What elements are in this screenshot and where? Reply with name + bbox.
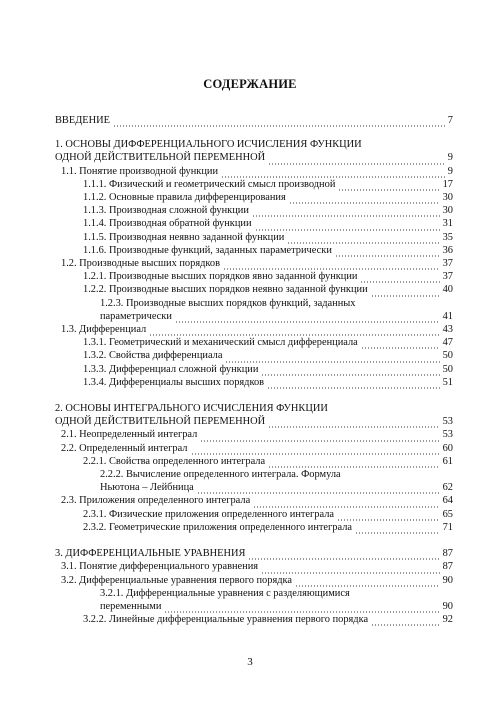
toc-entry-text: 1.3.1. Геометрический и механический смысл дифференциала [83, 337, 358, 349]
toc-page-number: 43 [442, 324, 453, 336]
toc-chapter-2-heading[interactable]: 2. ОСНОВЫ ИНТЕГРАЛЬНОГО ИСЧИСЛЕНИЯ ФУНКЦИИ [55, 403, 328, 415]
toc-entry[interactable] [55, 521, 453, 534]
toc-page-number: 30 [442, 192, 453, 204]
dot-leader [113, 117, 445, 127]
toc-page-number: 62 [442, 482, 453, 494]
table-of-contents [55, 114, 453, 626]
toc-page-number: 37 [442, 271, 453, 283]
toc-page-number: 87 [442, 548, 453, 560]
toc-entry[interactable] [55, 244, 453, 257]
dot-leader [268, 418, 440, 428]
dot-leader [252, 207, 440, 217]
toc-entry[interactable] [55, 323, 453, 336]
toc-page-number: 71 [442, 521, 453, 533]
toc-entry-text[interactable]: 3.2.1. Дифференциальные уравнения с разделяющимися [100, 587, 350, 599]
toc-entry[interactable] [55, 257, 453, 270]
dot-leader [223, 260, 440, 270]
toc-entry[interactable] [55, 165, 453, 178]
toc-entry[interactable] [55, 231, 453, 244]
toc-entry-text[interactable]: 1.2.3. Производные высших порядков функций, заданных [100, 297, 356, 309]
toc-entry-text: 2.1. Неопределенный интеграл [61, 429, 198, 441]
dot-leader [371, 287, 440, 297]
toc-page-number: 61 [442, 455, 453, 467]
toc-entry[interactable] [55, 363, 453, 376]
toc-entry-text: 1.1.6. Производные функций, заданных параметрически [83, 244, 332, 256]
dot-leader [295, 577, 440, 587]
toc-entry[interactable] [55, 270, 453, 283]
dot-leader [360, 273, 439, 283]
toc-entry[interactable] [55, 376, 453, 389]
toc-entry-text: 3.2.2. Линейные дифференциальные уравнения первого порядка [83, 614, 369, 626]
toc-page-number: 7 [447, 115, 453, 126]
toc-entry-text: переменными [100, 600, 162, 612]
toc-page-number: 50 [442, 350, 453, 362]
dot-leader [191, 445, 440, 455]
toc-entry[interactable] [55, 428, 453, 441]
toc-entry-text: 3. ДИФФЕРЕНЦИАЛЬНЫЕ УРАВНЕНИЯ [55, 548, 246, 560]
toc-entry[interactable] [55, 191, 453, 204]
toc-entry-text: параметрически [100, 310, 172, 322]
toc-entry[interactable] [55, 204, 453, 217]
toc-entry-text: 1.3.2. Свойства дифференциала [83, 350, 223, 362]
toc-entry-introduction[interactable] [55, 114, 453, 127]
toc-chapter-1[interactable] [55, 151, 453, 164]
toc-entry-text: Ньютона – Лейбница [100, 482, 194, 494]
toc-entry[interactable] [55, 178, 453, 191]
dot-leader [149, 326, 439, 336]
toc-entry[interactable] [55, 349, 453, 362]
dot-leader [261, 366, 439, 376]
toc-entry-text: ОДНОЙ ДЕЙСТВИТЕЛЬНОЙ ПЕРЕМЕННОЙ [55, 416, 266, 428]
toc-page-number: 41 [442, 310, 453, 322]
toc-page-number: 53 [442, 429, 453, 441]
toc-entry-text: 1.1.5. Производная неявно заданной функции [83, 231, 285, 243]
toc-entry-text: 1.2.1. Производные высших порядков явно заданной функции [83, 271, 358, 283]
dot-leader [248, 550, 439, 560]
toc-page-number: 40 [442, 284, 453, 296]
toc-entry[interactable] [55, 481, 453, 494]
toc-page-number: 35 [442, 231, 453, 243]
toc-entry-text: ВВЕДЕНИЕ [55, 115, 110, 126]
dot-leader [268, 155, 445, 165]
dot-leader [267, 379, 440, 389]
dot-leader [253, 498, 439, 508]
dot-leader [338, 181, 439, 191]
dot-leader [355, 524, 440, 534]
toc-entry-text: 1.1.1. Физический и геометрический смысл производной [83, 178, 336, 190]
toc-page-number: 92 [442, 614, 453, 626]
toc-page-number: 60 [442, 442, 453, 454]
toc-entry-text: 1.2.2. Производные высших порядков неявно заданной функции [83, 284, 368, 296]
dot-leader [361, 339, 440, 349]
dot-leader [371, 616, 440, 626]
toc-entry-text: 1.1. Понятие производной функции [61, 165, 219, 177]
toc-entry-text: 1.3.3. Дифференциал сложной функции [83, 363, 259, 375]
toc-entry-text: 3.1. Понятие дифференциального уравнения [61, 561, 259, 573]
toc-entry[interactable] [55, 613, 453, 626]
toc-page-number: 30 [442, 205, 453, 217]
dot-leader [164, 603, 439, 613]
toc-entry[interactable] [55, 217, 453, 230]
toc-entry-text[interactable]: 2.2.2. Вычисление определенного интеграла. Формула [100, 469, 341, 481]
toc-page-number: 17 [442, 178, 453, 190]
dot-leader [221, 168, 445, 178]
dot-leader [200, 432, 439, 442]
dot-leader [175, 313, 440, 323]
dot-leader [261, 564, 440, 574]
toc-entry[interactable] [55, 336, 453, 349]
toc-page-number: 87 [442, 561, 453, 573]
page-title: СОДЕРЖАНИЕ [203, 77, 297, 91]
toc-page-number: 53 [442, 416, 453, 428]
toc-page-number: 9 [447, 165, 453, 177]
toc-entry-text: 2.3.2. Геометрические приложения определенного интеграла [83, 521, 352, 533]
toc-page-number: 65 [442, 508, 453, 520]
toc-entry[interactable] [55, 600, 453, 613]
toc-page-number: 9 [447, 152, 453, 164]
toc-page-number: 50 [442, 363, 453, 375]
toc-chapter-3[interactable] [55, 547, 453, 560]
toc-page-number: 90 [442, 600, 453, 612]
toc-chapter-2[interactable] [55, 415, 453, 428]
dot-leader [268, 458, 440, 468]
toc-entry[interactable] [55, 560, 453, 573]
toc-page-number: 36 [442, 244, 453, 256]
dot-leader [197, 484, 440, 494]
dot-leader [287, 234, 439, 244]
toc-entry-text: 1.1.4. Производная обратной функции [83, 218, 252, 230]
toc-entry-text: 1.3.4. Дифференциалы высших порядков [83, 376, 265, 388]
toc-entry[interactable] [55, 442, 453, 455]
toc-entry-text: 3.2. Дифференциальные уравнения первого порядка [61, 574, 293, 586]
toc-entry-text: 2.3. Приложения определенного интеграла [61, 495, 251, 507]
dot-leader [225, 353, 439, 363]
toc-entry-text: ОДНОЙ ДЕЙСТВИТЕЛЬНОЙ ПЕРЕМЕННОЙ [55, 152, 266, 164]
page-number: 3 [247, 656, 253, 668]
toc-page-number: 47 [442, 337, 453, 349]
toc-entry[interactable] [55, 310, 453, 323]
toc-entry-text: 1.1.3. Производная сложной функции [83, 205, 249, 217]
toc-entry-text: 2.2.1. Свойства определенного интеграла [83, 455, 266, 467]
toc-chapter-1-heading[interactable]: 1. ОСНОВЫ ДИФФЕРЕНЦИАЛЬНОГО ИСЧИСЛЕНИЯ ФУНКЦИИ [55, 139, 362, 151]
toc-entry[interactable] [55, 455, 453, 468]
toc-page-number: 37 [442, 258, 453, 270]
toc-page-number: 90 [442, 574, 453, 586]
toc-entry-text: 2.2. Определенный интеграл [61, 442, 188, 454]
toc-entry-text: 1.3. Дифференциал [61, 324, 147, 336]
dot-leader [335, 247, 440, 257]
toc-entry[interactable] [55, 574, 453, 587]
toc-entry-text: 1.1.2. Основные правила дифференцирования [83, 192, 286, 204]
toc-entry-text: 1.2. Производные высших порядков [61, 258, 221, 270]
dot-leader [255, 221, 440, 231]
dot-leader [337, 511, 440, 521]
dot-leader [289, 194, 440, 204]
toc-entry[interactable] [55, 494, 453, 507]
toc-page-number: 64 [442, 495, 453, 507]
toc-entry[interactable] [55, 508, 453, 521]
toc-page-number: 31 [442, 218, 453, 230]
toc-page-number: 51 [442, 376, 453, 388]
toc-entry[interactable] [55, 283, 453, 296]
toc-entry-text: 2.3.1. Физические приложения определенного интеграла [83, 508, 334, 520]
